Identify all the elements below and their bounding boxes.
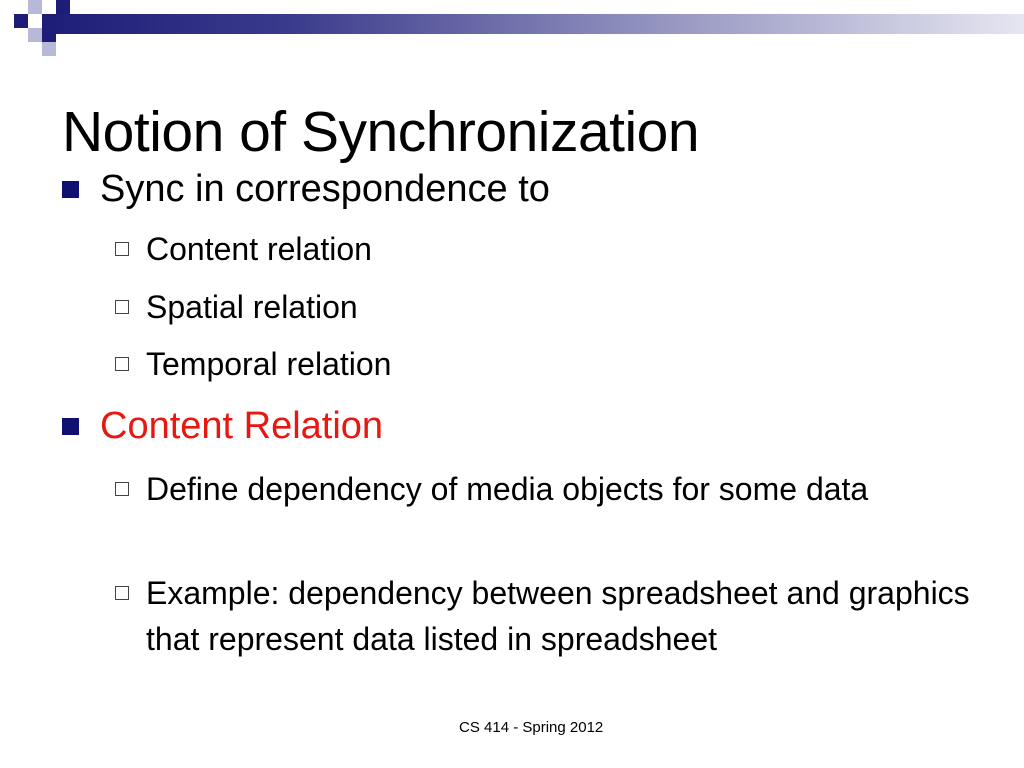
bullet-square-icon: [62, 418, 79, 435]
slide-footer: CS 414 - Spring 2012: [459, 719, 604, 736]
slide-title: Notion of Synchronization: [62, 100, 700, 164]
checkbox-square-icon: [115, 242, 129, 256]
bullet-square-icon: [62, 181, 79, 198]
bullet-text: Content Relation: [100, 405, 384, 447]
checkbox-square-icon: [115, 300, 129, 314]
sub-bullet-text: Content relation: [146, 231, 372, 267]
sub-bullet-text: Define dependency of media objects for some data: [146, 471, 869, 507]
checkbox-square-icon: [115, 586, 129, 600]
sub-bullet-text: Example: dependency between spreadsheet and graphics that represent data listed in spreadsheet: [146, 575, 970, 657]
sub-bullet-text: Spatial relation: [146, 289, 358, 325]
checkbox-square-icon: [115, 357, 129, 371]
sub-bullet-text: Temporal relation: [146, 346, 392, 382]
bullet-text: Sync in correspondence to: [100, 168, 550, 210]
checkbox-square-icon: [115, 482, 129, 496]
